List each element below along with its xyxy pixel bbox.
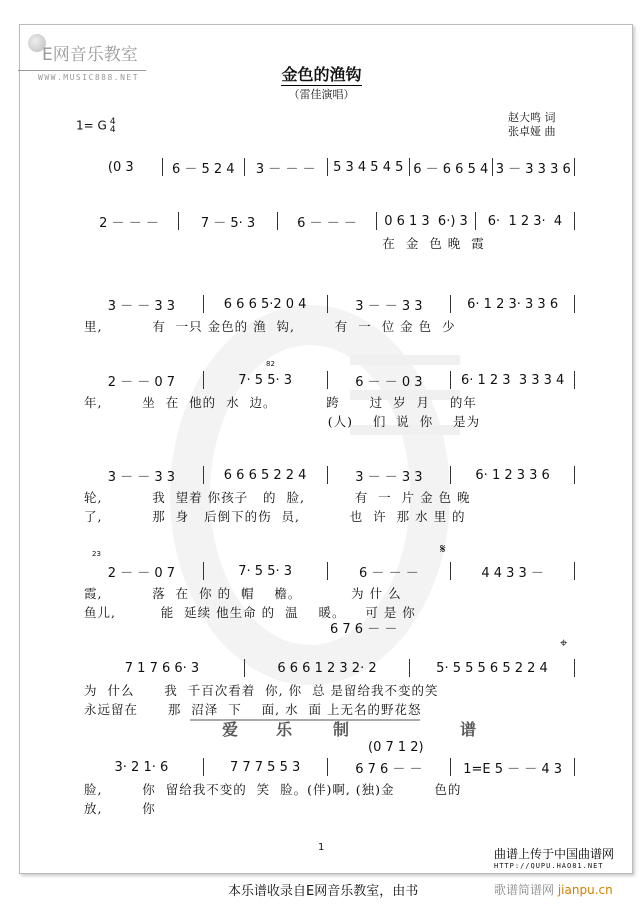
alternate-notation: (0 7 1 2) [368, 740, 424, 755]
measure: 7 － 5· 3 [179, 212, 278, 230]
time-bottom: 4 [109, 125, 116, 135]
lyric-line: 霞, 落 在 你 的 帽 檐。 为 什 么 [84, 586, 402, 601]
key-signature [76, 118, 116, 134]
measure: 3 － 3 3 3 6 [493, 158, 576, 176]
notation-line [80, 158, 575, 176]
measure: 5· 5 5 5 6 5 2 2 4 [410, 659, 575, 677]
lyric-line: 为 什么 我 千百次看着 你, 你 总 是留给我不变的笑 [84, 683, 439, 698]
measure: 6 6 6 5 2 2 4 [204, 466, 328, 484]
footer-site-name: 歌谱简谱网 [494, 883, 555, 897]
measure: 2 － － 0 7 [80, 371, 204, 389]
measure: 4 4 3 3 － [451, 562, 575, 580]
measure: 6 － － 0 3 [328, 371, 452, 389]
measure: 7 1 7 6 6· 3 [80, 659, 245, 677]
measure: 3 － － 3 3 [328, 295, 452, 313]
measure-number: 82 [266, 360, 275, 368]
lyric-line: 鱼儿, 能 延续 他生命 的 温 暖。 可 是 你 [84, 605, 416, 620]
key-label: 1= G [76, 118, 107, 133]
footer-site-domain: jianpu.cn [557, 883, 613, 897]
measure: 6 6 6 5·2 0 4 [204, 295, 328, 313]
stamp-char: 制 [333, 720, 350, 739]
measure: 3 － － － [245, 158, 328, 176]
notation-line [80, 562, 575, 580]
measure: 5 3 4 5 4 5 [328, 158, 411, 176]
logo-url: WWW.MUSIC888.NET [38, 73, 140, 82]
page-number: 1 [318, 842, 325, 853]
composer: 张卓娅 曲 [508, 125, 556, 138]
measure-number: 23 [92, 550, 101, 558]
measure: 6· 1 2 3· 3 3 6 [451, 295, 575, 313]
lyric-line: 里, 有 一只 金色的 渔 钩, 有 一 位 金 色 少 [84, 319, 456, 334]
lyric-line: 永远留在 那 沼泽 下 面, 水 面 上无名的野花怒 [84, 702, 422, 717]
stamp-char: 爱 [222, 720, 239, 739]
score-page [19, 24, 633, 874]
measure: 6 － － － [328, 562, 452, 580]
measure: 1=E 5 － － 4 3 [451, 758, 575, 776]
song-title-text: 金色的渔钩 [281, 65, 362, 84]
lyricist: 赵大鸣 词 [508, 111, 556, 124]
measure: 7· 5 5· 3 [204, 371, 328, 389]
upload-text: 曲谱上传于中国曲谱网 [494, 847, 615, 861]
song-title [0, 62, 643, 85]
lyric-line: 在 金 色 晚 霞 [84, 236, 485, 251]
lyric-line: 脸, 你 留给我不变的 笑 脸。(伴)啊, (独)金 色的 [84, 782, 462, 797]
notation-line [80, 466, 575, 484]
alternate-notation: 6 7 6 － － [330, 622, 398, 637]
measure: 3 － － 3 3 [80, 466, 204, 484]
measure: 6· 1 2 3 3 3 3 4 [451, 371, 575, 389]
watermark-bar [350, 355, 460, 365]
segno-icon: 𝄋 [440, 542, 446, 557]
time-top: 4 [109, 117, 116, 127]
coda-icon: ⌖ [560, 636, 568, 651]
lyric-line: (人) 们 说 你 是为 [84, 414, 481, 429]
measure: 3 － － 3 3 [80, 295, 204, 313]
notation-line [80, 659, 575, 677]
notation-line [80, 295, 575, 313]
stamp-char: 乐 [276, 720, 293, 739]
footer-text: 本乐谱收录自E网音乐教室，由书 [228, 884, 419, 899]
notation-line [80, 371, 575, 389]
singer: （雷佳演唱） [288, 88, 355, 101]
measure: 2 － － － [80, 212, 179, 230]
upload-url: HTTP://QUPU.HAO81.NET [494, 862, 604, 870]
lyric-line: 轮, 我 望着 你孩子 的 脸, 有 一 片 金 色 晚 [84, 490, 471, 505]
measure: 3· 2 1· 6 [80, 758, 204, 776]
notation-line [80, 758, 575, 776]
lyric-line: 了, 那 身 后倒下的伤 员, 也 许 那 水 里 的 [84, 509, 466, 524]
measure: 6 6 6 1 2 3 2· 2 [245, 659, 410, 677]
measure: 6 － 6 6 5 4 [410, 158, 493, 176]
measure: 2 － － 0 7 [80, 562, 204, 580]
measure: 7· 5 5· 3 [204, 562, 328, 580]
notation-line [80, 212, 575, 230]
measure: 6· 1 2 3 3 6 [451, 466, 575, 484]
footer-site [494, 881, 613, 898]
measure: 6· 1 2 3· 4 [476, 212, 575, 230]
measure: 3 － － 3 3 [328, 466, 452, 484]
measure: 6 － 5 2 4 [163, 158, 246, 176]
measure: 6 7 6 － － [328, 758, 452, 776]
measure: 6 － － － [278, 212, 377, 230]
lyric-line: 放, 你 [84, 801, 156, 816]
stamp-char: 谱 [460, 720, 477, 739]
measure: 0 6 1 3 6·) 3 [377, 212, 476, 230]
lyric-line: 年, 坐 在 他的 水 边。 跨 过 岁 月 的年 [84, 395, 477, 410]
measure: 7 7 7 5 5 3 [204, 758, 328, 776]
measure: (0 3 [80, 158, 163, 176]
logo-text: E网音乐教室 [42, 45, 138, 65]
time-signature [110, 118, 116, 134]
